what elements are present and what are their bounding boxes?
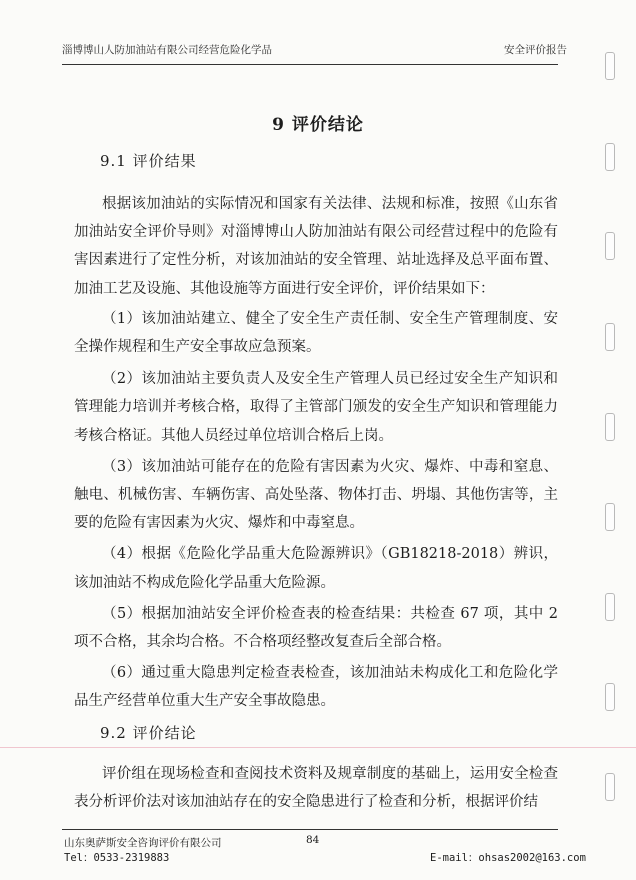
margin-mark (605, 323, 615, 351)
footer-email: E-mail：ohsas2002@163.com (430, 852, 586, 864)
intro-paragraph: 根据该加油站的实际情况和国家有关法律、法规和标准，按照《山东省加油站安全评价导则》对淄博博山人防加油站有限公司经营过程中的危险有害因素进行了定性分析，对该加油站的安全管理、站址选择及总平面布置、加油工艺及设施、其他设施等方面进行安全评价，评价结果如下： (74, 196, 558, 297)
result-item-5: （5）根据加油站安全评价检查表的检查结果：共检查 67 项，其中 2 项不合格，其余均合格。不合格项经整改复查后全部合格。 (74, 605, 558, 651)
result-item-6: （6）通过重大隐患判定检查表检查，该加油站未构成化工和危险化学品生产经营单位重大生产安全事故隐患。 (74, 665, 558, 710)
header-company: 淄博博山人防加油站有限公司经营危险化学品 (62, 44, 272, 56)
section-heading-conclusion: 9.2 评价结论 (100, 724, 197, 742)
result-item-4: （4）根据《危险化学品重大危险源辨识》（GB18218-2018）辨识，该加油站不构成危险化学品重大危险源。 (74, 546, 558, 591)
header-report-type: 安全评价报告 (504, 44, 567, 56)
footer-tel: Tel：0533-2319883 (64, 852, 170, 864)
margin-mark (605, 593, 615, 621)
margin-mark (605, 683, 615, 711)
result-item-2: （2）该加油站主要负责人及安全生产管理人员已经过安全生产知识和管理能力培训并考核合格，取得了主管部门颁发的安全生产知识和管理能力考核合格证。其他人员经过单位培训合格后上岗。 (74, 371, 558, 444)
result-item-1: （1）该加油站建立、健全了安全生产责任制、安全生产管理制度、安全操作规程和生产安全事故应急预案。 (74, 310, 558, 356)
margin-mark (605, 413, 615, 441)
conclusion-body (74, 760, 558, 816)
result-item-3: （3）该加油站可能存在的危险有害因素为火灾、爆炸、中毒和窒息、触电、机械伤害、车辆伤害、高处坠落、物体打击、坍塌、其他伤害等，主要的危险有害因素为火灾、爆炸和中毒窒息。 (74, 458, 558, 532)
results-body (74, 190, 558, 716)
section-heading-results: 9.1 评价结果 (100, 152, 197, 170)
footer-company: 山东奥萨斯安全咨询评价有限公司 (64, 837, 222, 849)
chapter-title: 9 评价结论 (272, 115, 364, 135)
margin-mark (605, 143, 615, 171)
header-divider (62, 64, 558, 65)
margin-mark (605, 232, 615, 260)
margin-mark (605, 503, 615, 531)
page-fold-line (0, 747, 636, 748)
margin-mark (605, 52, 615, 80)
page-number: 84 (306, 834, 320, 846)
footer-divider (62, 829, 558, 830)
margin-mark (605, 773, 615, 801)
conclusion-paragraph: 评价组在现场检查和查阅技术资料及规章制度的基础上，运用安全检查表分析评价法对该加油站存在的安全隐患进行了检查和分析，根据评价结 (74, 766, 558, 811)
